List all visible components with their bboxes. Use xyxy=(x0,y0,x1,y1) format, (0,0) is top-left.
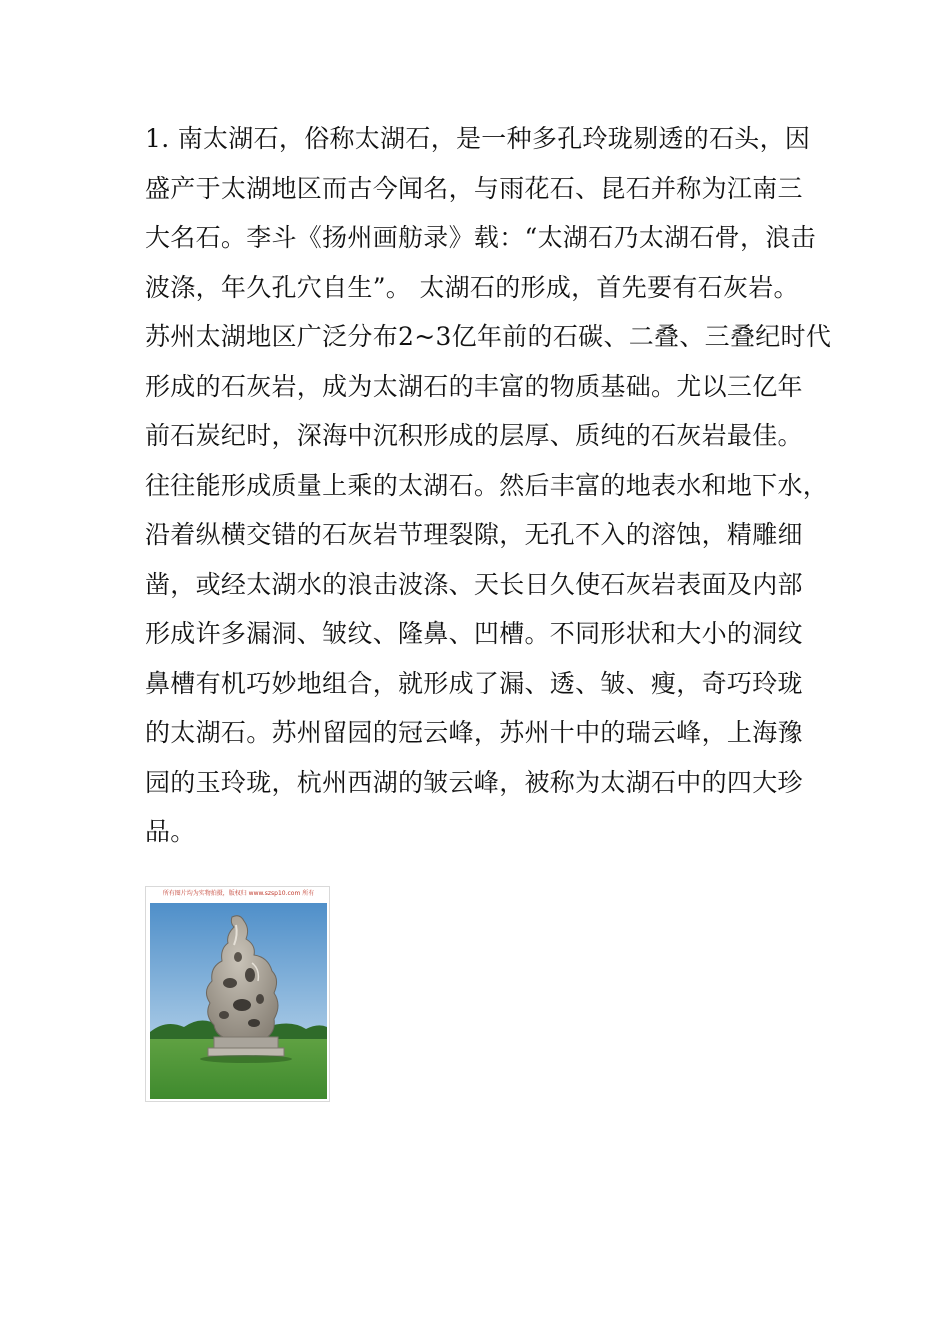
paragraph-line: 品。 xyxy=(145,817,196,846)
paragraph-line: 苏州太湖地区广泛分布2~3亿年前的石碳、二叠、三叠纪时代 xyxy=(145,322,832,351)
photo-watermark: 所有图片均为实物拍摄，版权归 www.szsp10.com 所有 xyxy=(162,890,315,897)
paragraph-line: 1. 南太湖石，俗称太湖石，是一种多孔玲珑剔透的石头，因 xyxy=(145,124,811,153)
paragraph-line: 往往能形成质量上乘的太湖石。然后丰富的地表水和地下水， xyxy=(145,470,829,500)
paragraph-line: 凿，或经太湖水的浪击波涤、天长日久使石灰岩表面及内部 xyxy=(145,569,803,599)
paragraph-line: 园的玉玲珑，杭州西湖的皱云峰，被称为太湖石中的四大珍 xyxy=(145,767,803,797)
paragraph-line: 形成许多漏洞、皱纹、隆鼻、凹槽。不同形状和大小的洞纹 xyxy=(145,619,803,648)
stone-pedestal xyxy=(214,1037,278,1049)
body-paragraph xyxy=(145,114,832,857)
paragraph-line: 波涤，年久孔穴自生”。 太湖石的形成，首先要有石灰岩。 xyxy=(145,272,799,302)
paragraph-line: 盛产于太湖地区而古今闻名，与雨花石、昆石并称为江南三 xyxy=(145,173,803,203)
taihu-stone-photo xyxy=(145,886,330,1102)
paragraph-line: 的太湖石。苏州留园的冠云峰，苏州十中的瑞云峰，上海豫 xyxy=(145,718,803,747)
paragraph-line: 大名石。李斗《扬州画舫录》载：“太湖石乃太湖石骨，浪击 xyxy=(145,223,816,252)
paragraph-line: 形成的石灰岩，成为太湖石的丰富的物质基础。尤以三亿年 xyxy=(145,371,803,401)
taihu-stone-illustration xyxy=(146,887,330,1102)
paragraph-line: 前石炭纪时，深海中沉积形成的层厚、质纯的石灰岩最佳。 xyxy=(145,421,803,450)
paragraph-line: 沿着纵横交错的石灰岩节理裂隙，无孔不入的溶蚀，精雕细 xyxy=(145,520,803,549)
paragraph-line: 鼻槽有机巧妙地组合，就形成了漏、透、皱、瘦，奇巧玲珑 xyxy=(145,668,803,698)
